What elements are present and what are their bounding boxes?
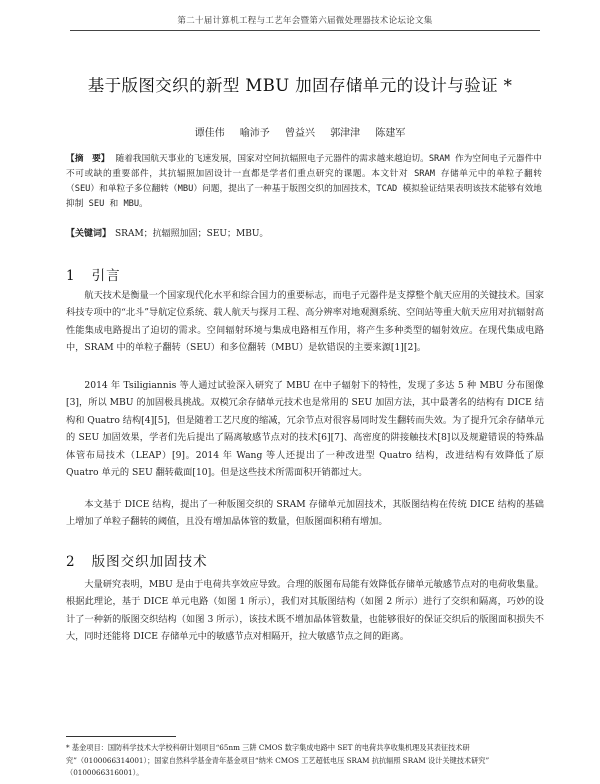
author: 谭佳伟 (194, 128, 225, 139)
section-number: 2 (66, 554, 76, 570)
section-title: 版图交织加固技术 (91, 554, 208, 570)
paragraph: 2014 年 Tsiligiannis 等人通过试验深入研究了 MBU 在中子辐射下的特性，发现了多达 5 种 MBU 分布图像[3]，所以 MBU 的加固极具挑战。双模冗余存储单元技术也是常用的 SEU 加固方法，其中最著名的结构有 DICE 结构和 Quatro 结构[4][5]，但是随着工艺尺度的缩减，冗余节点对很容易同时发生翻转而失效。为了提升冗余存储单元的 SEU 加固效果，学者们先后提出了隔离敏感节点对的技术[6][7]、高密度的阱接触技术[8]以及规避错误的特殊晶体管布局技术（LEAP）[9]。2014 年 Wang 等人还提出了一种改进型 Quatro 结构，改进结构有效降低了原 Quatro 单元的 SEU 翻转截面[10]。但是这些技术所需面积开销都过大。 (66, 380, 544, 479)
section-number: 1 (66, 268, 76, 284)
section-heading-intro (66, 264, 121, 284)
keywords-text: SRAM；抗辐照加固；SEU；MBU。 (115, 229, 269, 239)
author: 郭津津 (330, 128, 361, 139)
abstract-label: 【摘 要】 (66, 154, 110, 164)
footnote-line: （0100066316001）。 (66, 768, 144, 777)
footnote-line: * 基金项目：国防科学技术大学校科研计划项目“65nm 三阱 CMOS 数字集成电路中 SET 的电荷共享收集机理及其表征技术研究”（0100066314001）；国家自然科学基金青年基金项目“纳米 CMOS 工艺超低电压 SRAM 抗抗辐照 SRAM 设计关键技术研究” (66, 743, 490, 765)
author-list (100, 124, 500, 139)
keywords (66, 226, 542, 239)
author: 喻沛予 (239, 128, 270, 139)
paragraph: 本文基于 DICE 结构，提出了一种版图交织的 SRAM 存储单元加固技术，其版图结构在传统 DICE 结构的基础上增加了单粒子翻转的阈值，且没有增加晶体管的数量，但版图面积稍有增加。 (66, 499, 544, 528)
running-header: 第二十届计算机工程与工艺年会暨第六届微处理器技术论坛论文集 (70, 14, 540, 31)
abstract-text: 随着我国航天事业的飞速发展，国家对空间抗辐照电子元器件的需求越来越迫切。SRAM 作为空间电子元器件中不可或缺的重要部件，其抗辐照加固设计一直都是学者们重点研究的课题。本文针对 SRAM 存储单元中的单粒子翻转（SEU）和单粒子多位翻转（MBU）问题，提出了一种基于版图交织的加固技术，TCAD 模拟验证结果表明该技术能够有效地抑制 SEU 和 MBU。 (66, 154, 542, 209)
footnote-divider (66, 736, 176, 737)
author: 曾益兴 (285, 128, 315, 139)
paragraph: 大量研究表明，MBU 是由于电荷共享效应导致。合理的版图布局能有效降低存储单元敏感节点对的电荷收集量。根据此理论，基于 DICE 单元电路（如图 1 所示），我们对其版图结构（如图 2 所示）进行了交织和隔离，巧妙的设计了一种新的版图交织结构（如图 3 所示），该技术既不增加晶体管数量，也能够很好的保证交织后的版图面积损失不大，同时还能将 DICE 存储单元中的敏感节点对相隔开，拉大敏感节点之间的距离。 (66, 579, 544, 643)
paper-title: 基于版图交织的新型 MBU 加固存储单元的设计与验证 * (87, 76, 513, 95)
section-heading-layout (66, 550, 208, 570)
paragraph: 航天技术是衡量一个国家现代化水平和综合国力的重要标志，而电子元器件是支撑整个航天应用的关键技术。国家科技专项中的“北斗”导航定位系统、载人航天与探月工程、高分辨率对地观测系统、空间站等重大航天应用对抗辐射高性能集成电路提出了迫切的需求。空间辐射环境与集成电路相互作用，将产生多种类型的辐射效应。在现代集成电路中，SRAM 中的单粒子翻转（SEU）和多位翻转（MBU）是软错误的主要来源[1][2]。 (66, 290, 544, 354)
section-title: 引言 (91, 268, 121, 284)
keywords-label: 【关键词】 (66, 229, 112, 239)
abstract (66, 152, 542, 212)
author: 陈建军 (375, 128, 406, 139)
footnote (66, 742, 542, 780)
